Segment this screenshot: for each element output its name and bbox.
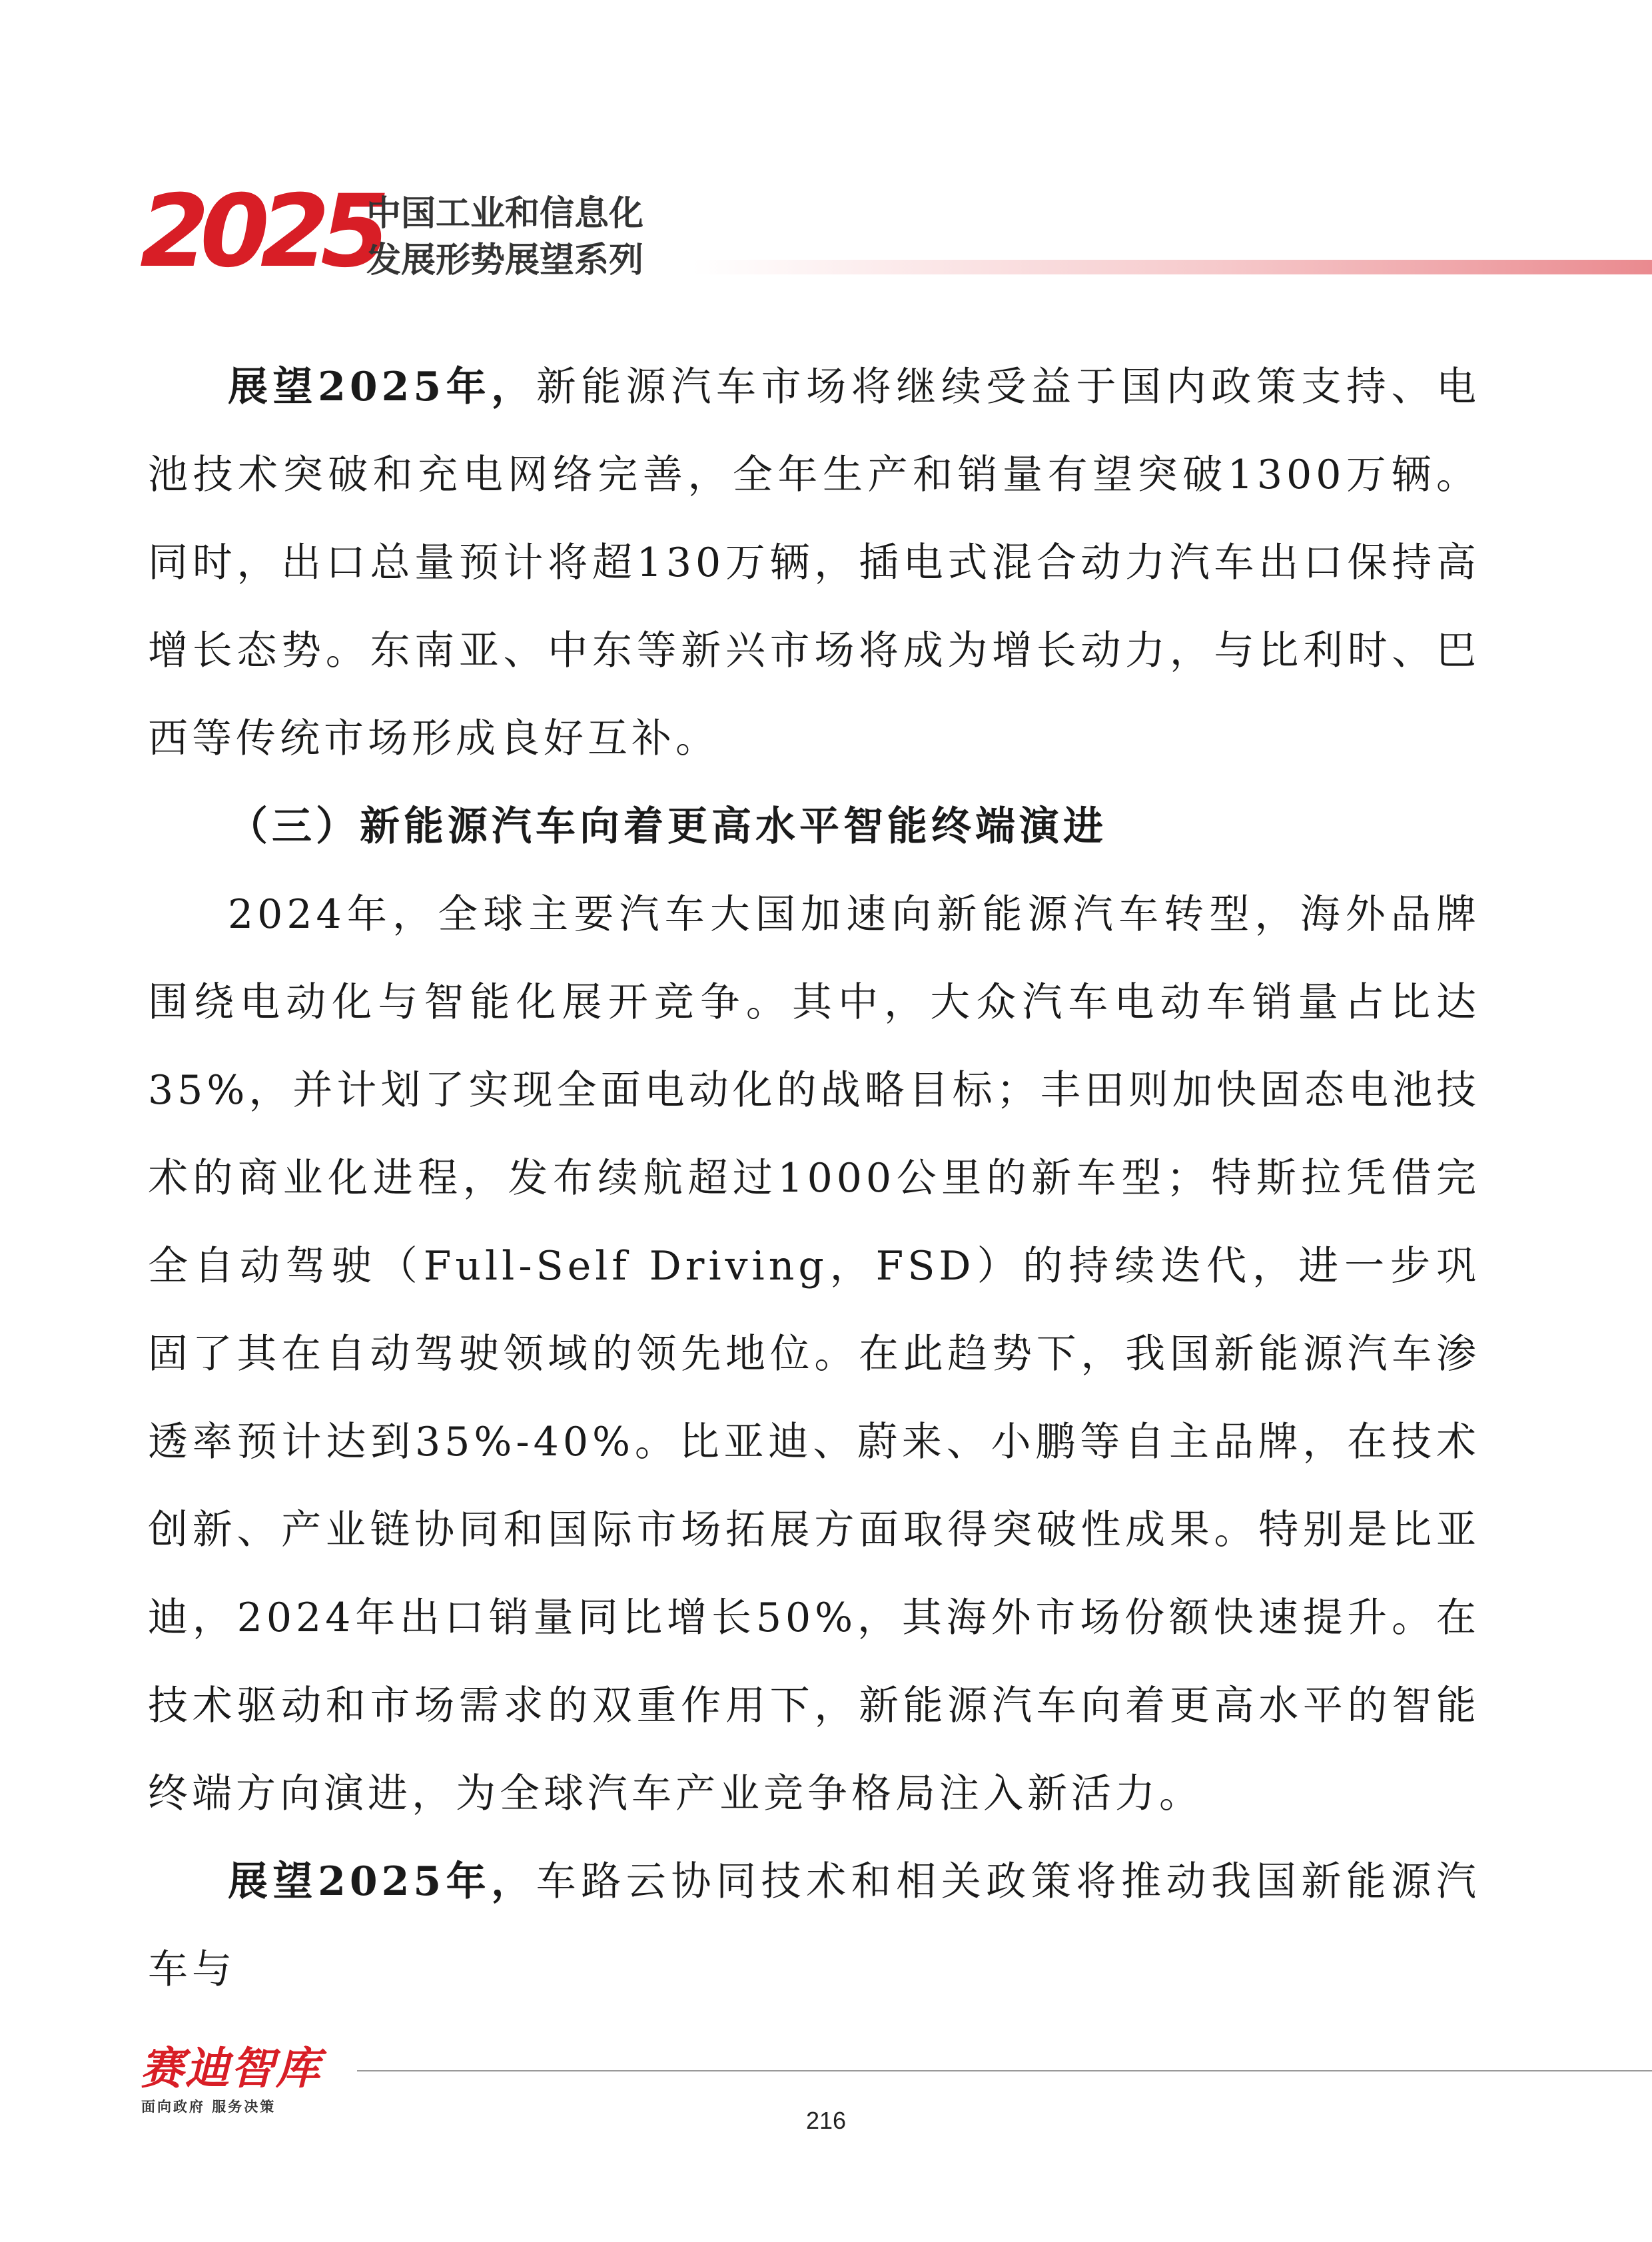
series-title	[366, 190, 643, 284]
paragraph-text: 新能源汽车市场将继续受益于国内政策支持、电池技术突破和充电网络完善，全年生产和销量有望突破1300万辆。同时，出口总量预计将超130万辆，插电式混合动力汽车出口保持高增长态势。东南亚、中东等新兴市场将成为增长动力，与比利时、巴西等传统市场形成良好互补。	[148, 364, 1480, 762]
paragraph-lead: 展望2025年，	[228, 1858, 536, 1905]
page-number: 216	[805, 2107, 847, 2134]
series-title-line2: 发展形势展望系列	[366, 240, 644, 280]
section-heading: （三）新能源汽车向着更高水平智能终端演进	[228, 803, 1107, 850]
series-title-line1: 中国工业和信息化	[366, 194, 644, 234]
paragraph-lead: 展望2025年，	[228, 364, 536, 410]
footer-divider	[357, 2070, 1652, 2071]
year-logo: 2025	[140, 174, 381, 290]
brand-slogan: 面向政府 服务决策	[141, 2099, 276, 2115]
body-content	[148, 343, 1480, 2014]
page-header	[140, 174, 1652, 290]
paragraph-outlook-1	[148, 343, 1480, 783]
paragraph-2024-review: 2024年，全球主要汽车大国加速向新能源汽车转型，海外品牌围绕电动化与智能化展开竞争。其中，大众汽车电动车销量占比达35%，并计划了实现全面电动化的战略目标；丰田则加快固态电池技术的商业化进程，发布续航超过1000公里的新车型；特斯拉凭借完全自动驾驶（Full-Self Driving，FSD）的持续迭代，进一步巩固了其在自动驾驶领域的领先地位。在此趋势下，我国新能源汽车渗透率预计达到35%-40%。比亚迪、蔚来、小鹏等自主品牌，在技术创新、产业链协同和国际市场拓展方面取得突破性成果。特别是比亚迪，2024年出口销量同比增长50%，其海外市场份额快速提升。在技术驱动和市场需求的双重作用下，新能源汽车向着更高水平的智能终端方向演进，为全球汽车产业竞争格局注入新活力。	[148, 891, 1480, 1817]
header-gradient-bar	[693, 260, 1652, 274]
paragraph-outlook-2	[148, 1838, 1480, 2014]
brand-logo: 赛迪智库	[140, 2043, 321, 2094]
paragraph-text: 车路云协同技术和相关政策将推动我国新能源汽车与	[148, 1858, 1480, 1993]
